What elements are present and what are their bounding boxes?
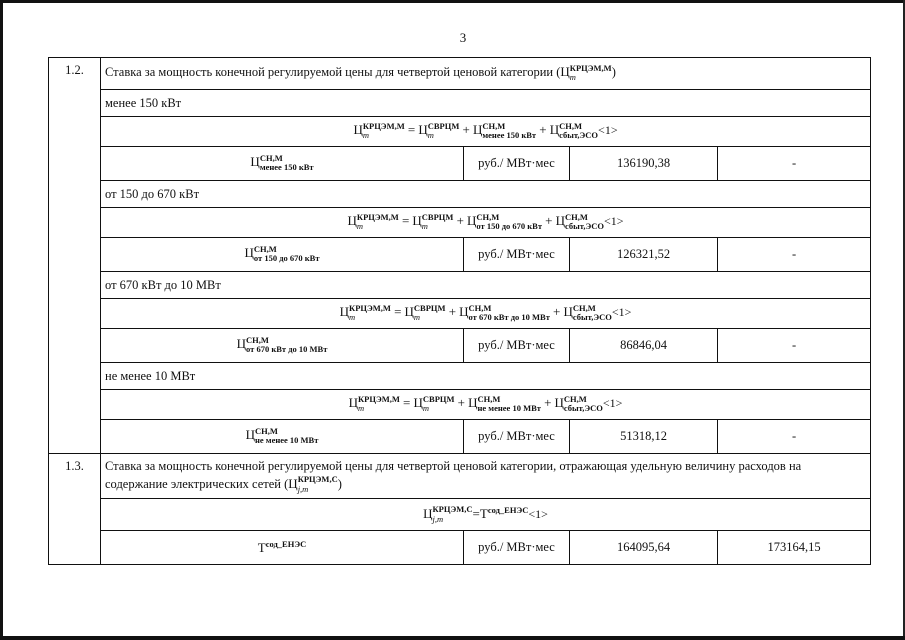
band-label-row [49,181,871,208]
section-title: Ставка за мощность конечной регулируемой цены для четвертой ценовой категории, отражающая удельную величину расходов на содержание электрических сетей (Ц КРЦЭМ,С j,m ) [101,454,871,499]
formula: Ц КРЦЭМ,М m = Ц СВРЦМ m + Ц СН,М от 150 до 670 кВт + Ц СН,М сбыт,ЭСО <1> [101,208,871,238]
value-2: - [718,147,871,181]
unit: руб./ МВт·мес [464,329,570,363]
band-label: не менее 10 МВт [101,363,871,390]
band-label: от 150 до 670 кВт [101,181,871,208]
value-row [49,329,871,363]
section-1-2-header [49,58,871,90]
scan-edge-bottom [0,636,905,640]
formula: Ц КРЦЭМ,М m = Ц СВРЦМ m + Ц СН,М не менее 10 МВт + Ц СН,М сбыт,ЭСО <1> [101,390,871,420]
value: 136190,38 [570,147,718,181]
rate-symbol: $Т^{сод\_ЕНЭС}$ [101,531,464,565]
formula-row [49,208,871,238]
value-row [49,238,871,272]
rate-symbol: Ц СН,М от 150 до 670 кВт [101,238,464,272]
formula: Ц КРЦЭМ,М m = Ц СВРЦМ m + Ц СН,М от 670 кВт до 10 МВт + Ц СН,М сбыт,ЭСО <1> [101,299,871,329]
value: 126321,52 [570,238,718,272]
rate-symbol: Ц СН,М менее 150 кВт [101,147,464,181]
section-number: 1.2. [49,58,101,454]
rate-symbol: Ц СН,М от 670 кВт до 10 МВт [101,329,464,363]
section-1-3-header [49,454,871,499]
value-row [49,147,871,181]
unit: руб./ МВт·мес [464,238,570,272]
formula-row [49,117,871,147]
section-title: Ставка за мощность конечной регулируемой цены для четвертой ценовой категории (Ц КРЦЭМ,М m ) [101,58,871,90]
value-row [49,420,871,454]
value: 164095,64 [570,531,718,565]
value-2: - [718,238,871,272]
unit: руб./ МВт·мес [464,420,570,454]
scan-edge-left [0,0,3,640]
page-number: 3 [459,30,467,45]
formula: Ц КРЦЭМ,С j,m $=Т^{сод\_ЕНЭС}<1>$ [101,499,871,531]
section-number: 1.3. [49,454,101,565]
band-label: менее 150 кВт [101,90,871,117]
rates-table [48,57,871,565]
rate-symbol: Ц СН,М не менее 10 МВт [101,420,464,454]
formula-row [49,499,871,531]
value: 51318,12 [570,420,718,454]
value-2: - [718,329,871,363]
band-label-row [49,272,871,299]
unit: руб./ МВт·мес [464,531,570,565]
value-2: - [718,420,871,454]
band-label-row [49,90,871,117]
formula-row [49,390,871,420]
formula: Ц КРЦЭМ,М m = Ц СВРЦМ m + Ц СН,М менее 150 кВт + Ц СН,М сбыт,ЭСО <1> [101,117,871,147]
unit: руб./ МВт·мес [464,147,570,181]
band-label-row [49,363,871,390]
band-label: от 670 кВт до 10 МВт [101,272,871,299]
value-2: 173164,15 [718,531,871,565]
value-row [49,531,871,565]
scan-edge-top [0,0,905,3]
value: 86846,04 [570,329,718,363]
formula-row [49,299,871,329]
